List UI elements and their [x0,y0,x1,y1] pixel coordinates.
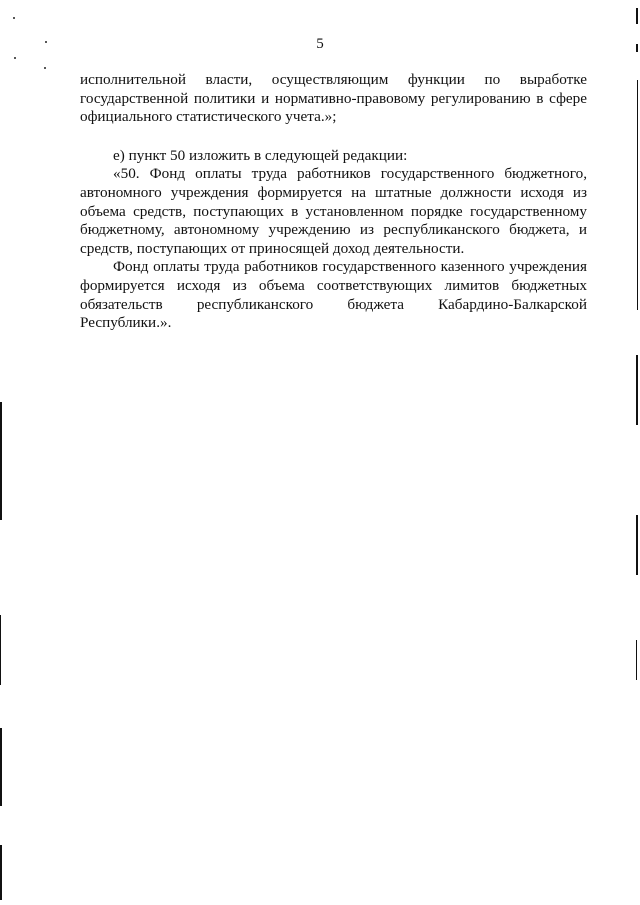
document-body [80,71,587,333]
page-number: 5 [316,36,324,52]
paragraph-clause-50: «50. Фонд оплаты труда работников государственного бюджетного, автономного учреждения формируется на штатные должности исходя из объема средств, поступающих в установленном порядке государственному бюджетному, автономному учреждению из республиканского бюджета, и средств, поступающих от приносящей доход деятельности. [80,165,587,257]
scan-edge-line [636,44,638,52]
scan-edge-line [636,515,638,575]
scan-speck [13,17,15,19]
scan-speck [14,57,16,59]
scan-edge-line [636,355,638,425]
scan-speck [45,41,47,43]
scan-edge-line [636,8,638,24]
paragraph-state-institution-fund: Фонд оплаты труда работников государственного казенного учреждения формируется исходя из объема соответствующих лимитов бюджетных обязательств республиканского бюджета Кабардино-Балкарской Республики.». [80,258,587,332]
scan-speck [44,67,46,69]
scan-edge-line [0,615,1,685]
scan-edge-line [0,845,2,900]
paragraph-amendment-intro: е) пункт 50 изложить в следующей редакции: [113,146,408,164]
scan-edge-line [636,640,637,680]
scan-edge-line [637,80,638,310]
scan-edge-line [0,728,2,806]
scan-edge-line [0,402,2,520]
paragraph-continuation: исполнительной власти, осуществляющим функции по выработке государственной политики и нормативно-правовому регулированию в сфере официального статистического учета.»; [80,71,587,126]
